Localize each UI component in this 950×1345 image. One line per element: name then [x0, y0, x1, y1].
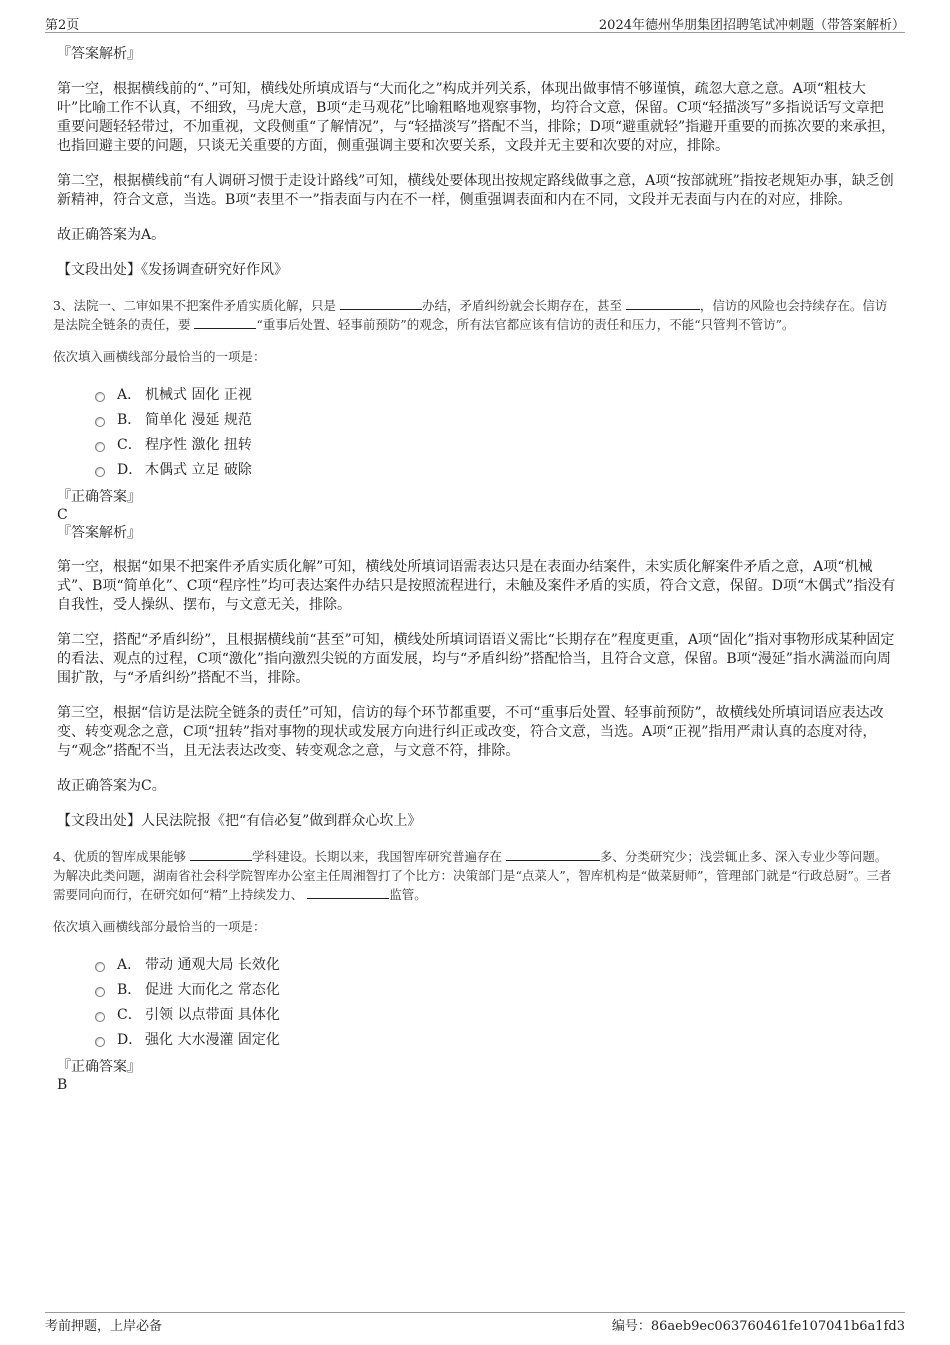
blank-1 [190, 847, 252, 861]
q3-analysis-para-3: 第三空，根据“信访是法院全链条的责任”可知，信访的每个环节都重要，不可“重事后处置、轻事前预防”，故横线处所填词语应表达改变、转变观念之意，C项“扭转”指对事物的现状或发展方向进行纠正或改变，符合文意，当选。A项“正视”指用严肃认真的态度对待，与“观念”搭配不当，且无法表达改变、转变观念之意，与文意不符，排除。 [57, 705, 884, 759]
q3-correct-label: 『正确答案』 [57, 489, 141, 505]
q4-option-a[interactable]: A． 带动 通观大局 长效化 [95, 952, 897, 977]
page-content [53, 44, 897, 1094]
page-footer [45, 1312, 905, 1333]
blank-2 [506, 847, 600, 861]
q2-analysis-para-1: 第一空，根据横线前的“、”可知，横线处所填成语与“大而化之”构成并列关系，体现出做事情不够谨慎，疏忽大意之意。A项“粗枝大叶”比喻工作不认真，不细致，马虎大意，B项“走马观花”比喻粗略地观察事物，均符合文意，保留。C项“轻描淡写”多指说话写文章把重要问题轻轻带过，不加重视，文段侧重“了解情况”，与“轻描淡写”搭配不当，排除；D项“避重就轻”指避开重要的而拣次要的来承担，也指回避主要的问题，只谈无关重要的方面，侧重强调主要和次要关系，文段并无主要和次要的对应，排除。 [57, 81, 896, 154]
page-header [45, 12, 905, 33]
q3-analysis-para-2: 第二空，搭配“矛盾纠纷”，且根据横线前“甚至”可知，横线处所填词语语义需比“长期存在”程度更重，A项“固化”指对事物形成某种固定的看法、观点的过程，C项“激化”指向激烈尖锐的方面发展，均与“矛盾纠纷”搭配恰当，且符合文意，保留。B项“漫延”指水满溢而向周围扩散，与“矛盾纠纷”搭配不当，排除。 [57, 632, 895, 686]
document-title: 2024年德州华朋集团招聘笔试冲刺题（带答案解析） [598, 18, 905, 33]
q3-options [95, 382, 897, 482]
q2-final-answer: 故正确答案为A。 [57, 227, 166, 243]
q3-correct-answer: C [57, 507, 68, 523]
radio-icon[interactable] [95, 442, 105, 452]
q3-option-b[interactable]: B． 简单化 漫延 规范 [95, 407, 897, 432]
radio-icon[interactable] [95, 987, 105, 997]
q4-option-b[interactable]: B． 促进 大而化之 常态化 [95, 977, 897, 1002]
q3-analysis-para-1: 第一空，根据“如果不把案件矛盾实质化解”可知，横线处所填词语需表达只是在表面办结案件，未实质化解案件矛盾之意，A项“机械式”、B项“简单化”、C项“程序性”均可表达案件办结只是按照流程进行，未触及案件矛盾的实质，符合文意，保留。D项“木偶式”指没有自我性，受人操纵、摆布，与文意无关，排除。 [57, 559, 896, 613]
q2-analysis-label: 『答案解析』 [57, 46, 141, 62]
page-number: 第2页 [45, 18, 80, 33]
q2-source: 【文段出处】《发扬调查研究好作风》 [57, 262, 288, 278]
q3-prompt: 依次填入画横线部分最恰当的一项是： [53, 349, 266, 364]
blank-3 [307, 885, 389, 899]
q4-option-c[interactable]: C． 引领 以点带面 具体化 [95, 1002, 897, 1027]
q2-analysis-para-2: 第二空，根据横线前“有人调研习惯于走设计路线”可知，横线处要体现出按规定路线做事之意，A项“按部就班”指按老规矩办事，缺乏创新精神，符合文意，当选。B项“表里不一”指表面与内在不一样，侧重强调表面和内在不同，文段并无表面与内在的对应，排除。 [57, 173, 894, 208]
radio-icon[interactable] [95, 392, 105, 402]
q4-stem: 4、优质的智库成果能够 学科建设。长期以来，我国智库研究普遍存在 多、分类研究少；浅尝辄止多、深入专业少等问题。为解决此类问题，湖南省社会科学院智库办公室主任周湘智打了个比方：决策部门是“点菜人”，智库机构是“做菜厨师”，管理部门就是“行政总厨”。三者需要同向而行，在研究如何“精”上持续发力、 监管。 [53, 849, 892, 902]
q3-option-d[interactable]: D． 木偶式 立足 破除 [95, 457, 897, 482]
blank-3 [194, 315, 256, 329]
footer-note: 考前押题，上岸必备 [45, 1319, 163, 1334]
q3-source: 【文段出处】人民法院报《把“有信必复”做到群众心坎上》 [57, 813, 422, 829]
radio-icon[interactable] [95, 962, 105, 972]
radio-icon[interactable] [95, 1012, 105, 1022]
q3-analysis-label: 『答案解析』 [57, 525, 141, 541]
radio-icon[interactable] [95, 1037, 105, 1047]
blank-2 [626, 296, 700, 310]
q3-final-answer: 故正确答案为C。 [57, 778, 166, 794]
q4-correct-label: 『正确答案』 [57, 1059, 141, 1075]
radio-icon[interactable] [95, 417, 105, 427]
radio-icon[interactable] [95, 467, 105, 477]
q4-correct-answer: B [57, 1077, 68, 1093]
q3-option-c[interactable]: C． 程序性 激化 扭转 [95, 432, 897, 457]
q3-stem: 3、法院一、二审如果不把案件矛盾实质化解，只是 办结，矛盾纠纷就会长期存在，甚至 ，信访的风险也会持续存在。信访是法院全链条的责任，要 “重事后处置、轻事前预防”的观念，所有法官都应该有信访的责任和压力，不能“只管判不管访”。 [53, 298, 888, 332]
q3-option-a[interactable]: A． 机械式 固化 正视 [95, 382, 897, 407]
q4-options [95, 952, 897, 1052]
q4-option-d[interactable]: D． 强化 大水漫灌 固定化 [95, 1027, 897, 1052]
footer-code: 编号：86aeb9ec063760461fe107041b6a1fd3 [611, 1319, 905, 1334]
q4-prompt: 依次填入画横线部分最恰当的一项是： [53, 919, 266, 934]
blank-1 [340, 296, 422, 310]
